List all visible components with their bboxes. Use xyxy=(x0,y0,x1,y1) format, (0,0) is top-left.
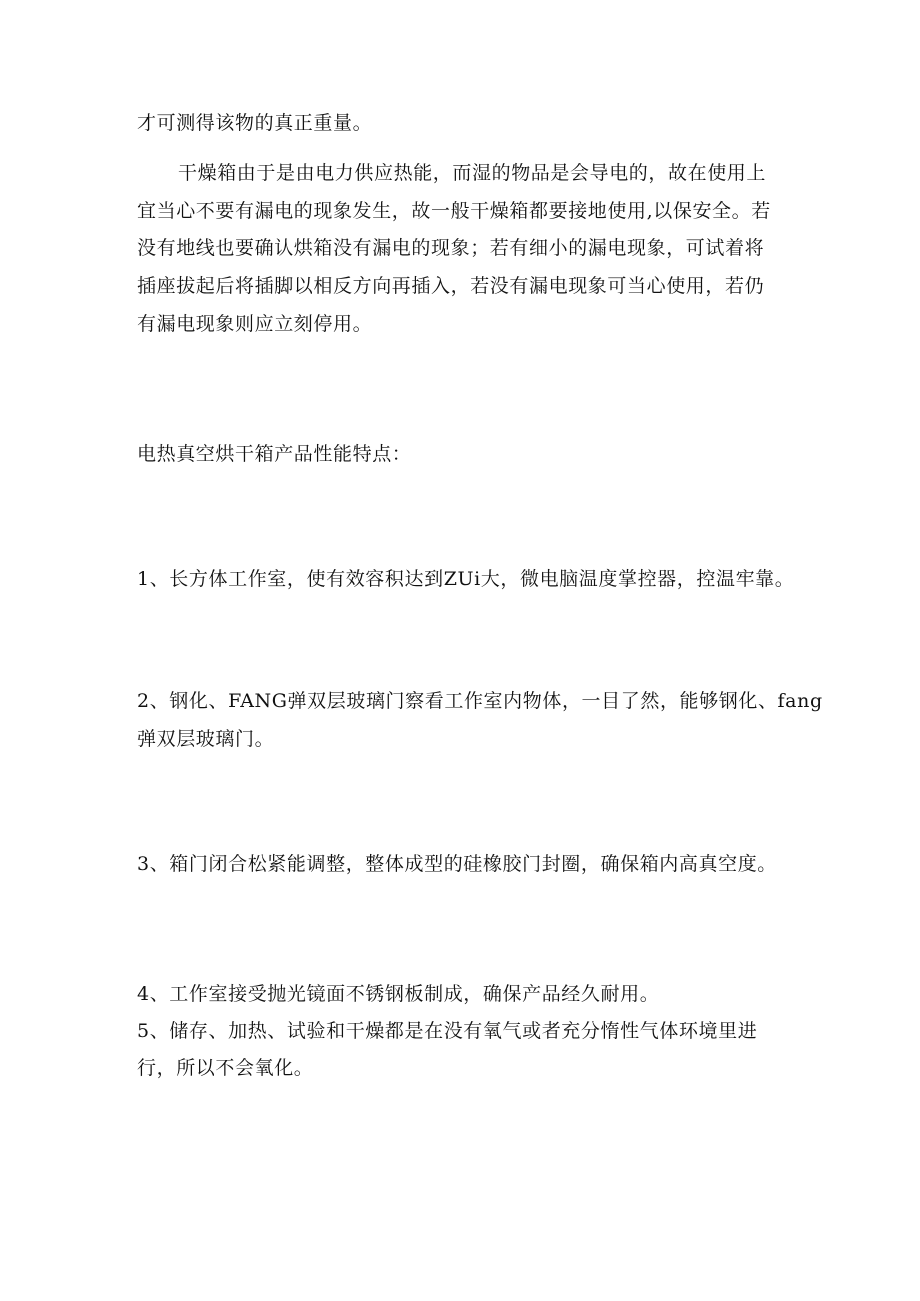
feature-item-2: 2、钢化、FANG弹双层玻璃门察看工作室内物体，一目了然，能够钢化、fang xyxy=(137,690,823,712)
paragraph-line: 有漏电现象则应立刻停用。 xyxy=(137,313,373,335)
feature-item-2-continuation: 弹双层玻璃门。 xyxy=(137,728,275,750)
feature-item-1: 1、长方体工作室，使有效容积达到ZUi大，微电脑温度掌控器，控温牢靠。 xyxy=(137,568,795,590)
paragraph-line: 宜当心不要有漏电的现象发生，故一般干燥箱都要接地使用,以保安全。若 xyxy=(137,200,771,222)
feature-item-5: 5、储存、加热、试验和干燥都是在没有氧气或者充分惰性气体环境里进 xyxy=(137,1020,758,1042)
feature-item-4: 4、工作室接受抛光镜面不锈钢板制成，确保产品经久耐用。 xyxy=(137,983,660,1005)
paragraph-line: 干燥箱由于是由电力供应热能，而湿的物品是会导电的，故在使用上 xyxy=(178,162,767,184)
section-heading: 电热真空烘干箱产品性能特点： xyxy=(137,443,412,465)
paragraph-line: 插座拔起后将插脚以相反方向再插入，若没有漏电现象可当心使用，若仍 xyxy=(137,275,765,297)
paragraph-line: 没有地线也要确认烘箱没有漏电的现象；若有细小的漏电现象，可试着将 xyxy=(137,237,765,259)
paragraph-continuation-line: 才可测得该物的真正重量。 xyxy=(137,112,373,134)
feature-item-5-continuation: 行，所以不会氧化。 xyxy=(137,1057,314,1079)
feature-item-3: 3、箱门闭合松紧能调整，整体成型的硅橡胶门封圈，确保箱内高真空度。 xyxy=(137,853,777,875)
